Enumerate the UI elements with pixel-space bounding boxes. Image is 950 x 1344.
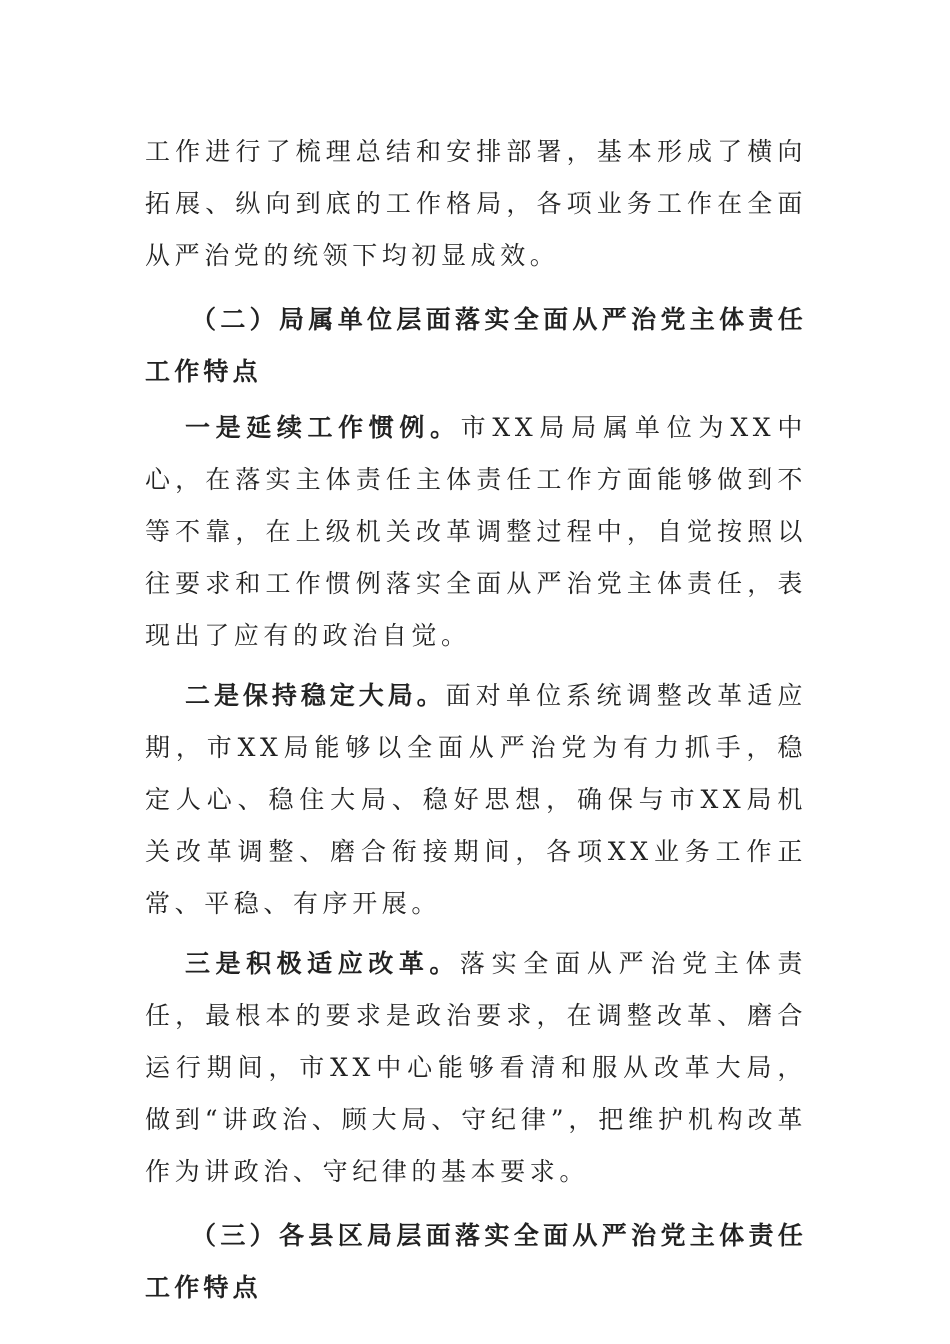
paragraph-continuation: 工作进行了梳理总结和安排部署，基本形成了横向拓展、纵向到底的工作格局，各项业务工作在全面从严治党的统领下均初显成效。 [145, 137, 807, 270]
item-1-body: 市XX局局属单位为XX中心，在落实主体责任主体责任工作方面能够做到不等不靠，在上级机关改革调整过程中，自觉按照以往要求和工作惯例落实全面从严治党主体责任，表现出了应有的政治自觉。 [145, 413, 807, 650]
section-heading-2: （二）局属单位层面落实全面从严治党主体责任工作特点 [145, 305, 807, 386]
item-3-lead: 三是积极适应改革。 [185, 949, 460, 978]
paragraph-item-3 [145, 938, 807, 1198]
paragraph-item-1 [145, 402, 807, 662]
item-2-lead: 二是保持稳定大局。 [185, 681, 446, 710]
item-3-body: 落实全面从严治党主体责任，最根本的要求是政治要求，在调整改革、磨合运行期间，市XX中心能够看清和服从改革大局，做到“讲政治、顾大局、守纪律”，把维护机构改革作为讲政治、守纪律的基本要求。 [145, 949, 807, 1186]
item-2-body: 面对单位系统调整改革适应期，市XX局能够以全面从严治党为有力抓手，稳定人心、稳住大局、稳好思想，确保与市XX局机关改革调整、磨合衔接期间，各项XX业务工作正常、平稳、有序开展。 [145, 681, 807, 918]
paragraph-item-2 [145, 670, 807, 930]
document-body [145, 126, 807, 1314]
section-heading-3: （三）各县区局层面落实全面从严治党主体责任工作特点 [145, 1221, 807, 1302]
item-1-lead: 一是延续工作惯例。 [185, 413, 461, 442]
